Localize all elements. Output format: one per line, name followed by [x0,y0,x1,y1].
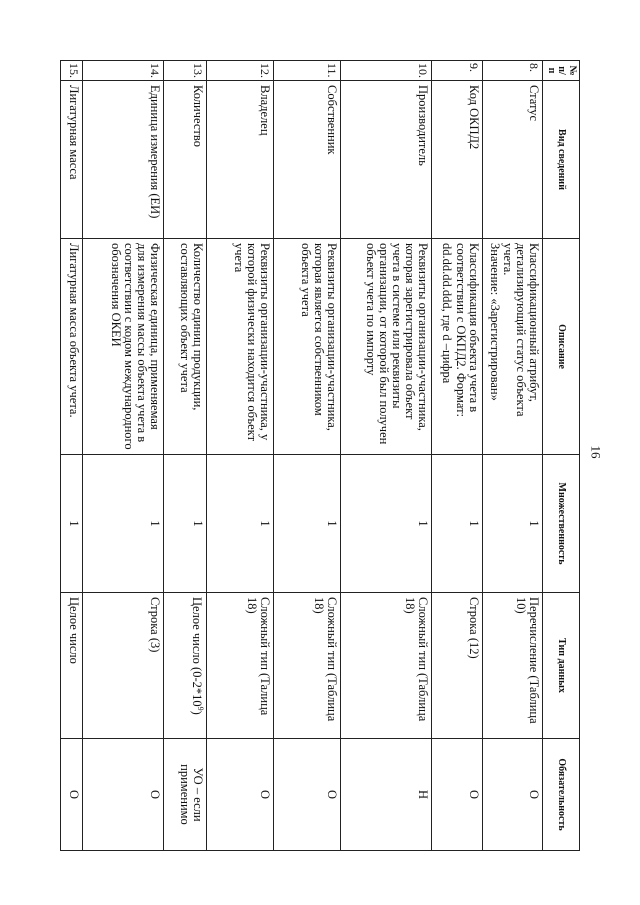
cell-desc: Реквизиты организации-участника, которая является собственником объекта учета [273,239,340,455]
cell-type: Строка (12) [432,593,483,739]
header-type: Тип данных [543,593,580,739]
cell-mult: 1 [164,455,207,593]
cell-kind: Единица измерения (ЕИ) [83,81,164,239]
cell-req: О [207,739,274,851]
table-frame [60,60,580,850]
cell-num: 13. [164,61,207,81]
type-text: Целое число (0-2*10 [189,597,204,707]
cell-mult: 1 [207,455,274,593]
rotated-page-area [60,60,580,850]
cell-mult: 1 [273,455,340,593]
table-row [340,61,431,851]
cell-req: О [432,739,483,851]
table-header-row [543,61,580,851]
cell-mult: 1 [83,455,164,593]
registry-table [60,60,580,851]
table-row [61,61,83,851]
cell-type: Сложный тип (Таблица 18) [273,593,340,739]
cell-type: Сложный тип (Талица 18) [207,593,274,739]
cell-req: О [482,739,543,851]
cell-kind: Статус [482,81,543,239]
cell-mult: 1 [432,455,483,593]
cell-mult: 1 [482,455,543,593]
cell-kind: Код ОКПД2 [432,81,483,239]
page-number: 16 [588,445,604,459]
type-text-tail: ) [189,710,204,715]
cell-req: О [61,739,83,851]
cell-type: Строка (3) [83,593,164,739]
cell-desc: Классификационный атрибут, детализирующий статус объекта учета. Значение: «Зарегистрирован» [482,239,543,455]
type-exponent: 9 [196,706,206,711]
cell-type: Целое число [61,593,83,739]
cell-kind: Лигатурная масса [61,81,83,239]
cell-req: О [273,739,340,851]
cell-desc: Лигатурная масса объекта учета. [61,239,83,455]
cell-type: Сложный тип (Таблица 18) [340,593,431,739]
cell-kind: Производитель [340,81,431,239]
header-num: № п/п [543,61,580,81]
cell-num: 11. [273,61,340,81]
cell-desc: Реквизиты организации-участника, у которой физически находится объект учета [207,239,274,455]
table-row [207,61,274,851]
table-row [432,61,483,851]
cell-desc: Физическая единица, применяемая для измерения массы объекта учета в соответствии с кодом международного обозначения ОКЕИ [83,239,164,455]
table-row [83,61,164,851]
cell-desc: Классификация объекта учета в соответствии с ОКПД2. Формат: dd.dd.dd.ddd, где d –цифра [432,239,483,455]
cell-num: 12. [207,61,274,81]
cell-req: О [83,739,164,851]
cell-desc: Реквизиты организации-участника, которая зарегистрировала объект учета в системе или реквизиты организации, от которой был получен объект учета по импорту [340,239,431,455]
cell-type: Перечисление (Таблица 10) [482,593,543,739]
cell-desc: Количество единиц продукции, составляющих объект учета [164,239,207,455]
table-row [482,61,543,851]
cell-num: 10. [340,61,431,81]
cell-kind: Собственник [273,81,340,239]
cell-mult: 1 [340,455,431,593]
cell-kind: Количество [164,81,207,239]
cell-req: Н [340,739,431,851]
header-mult: Множественность [543,455,580,593]
header-desc: Описание [543,239,580,455]
cell-req: УО – если применимо [164,739,207,851]
header-req: Обязательность [543,739,580,851]
cell-num: 9. [432,61,483,81]
cell-num: 15. [61,61,83,81]
header-kind: Вид сведений [543,81,580,239]
table-row [273,61,340,851]
cell-mult: 1 [61,455,83,593]
cell-num: 14. [83,61,164,81]
cell-type [164,593,207,739]
cell-num: 8. [482,61,543,81]
cell-kind: Владелец [207,81,274,239]
table-row [164,61,207,851]
